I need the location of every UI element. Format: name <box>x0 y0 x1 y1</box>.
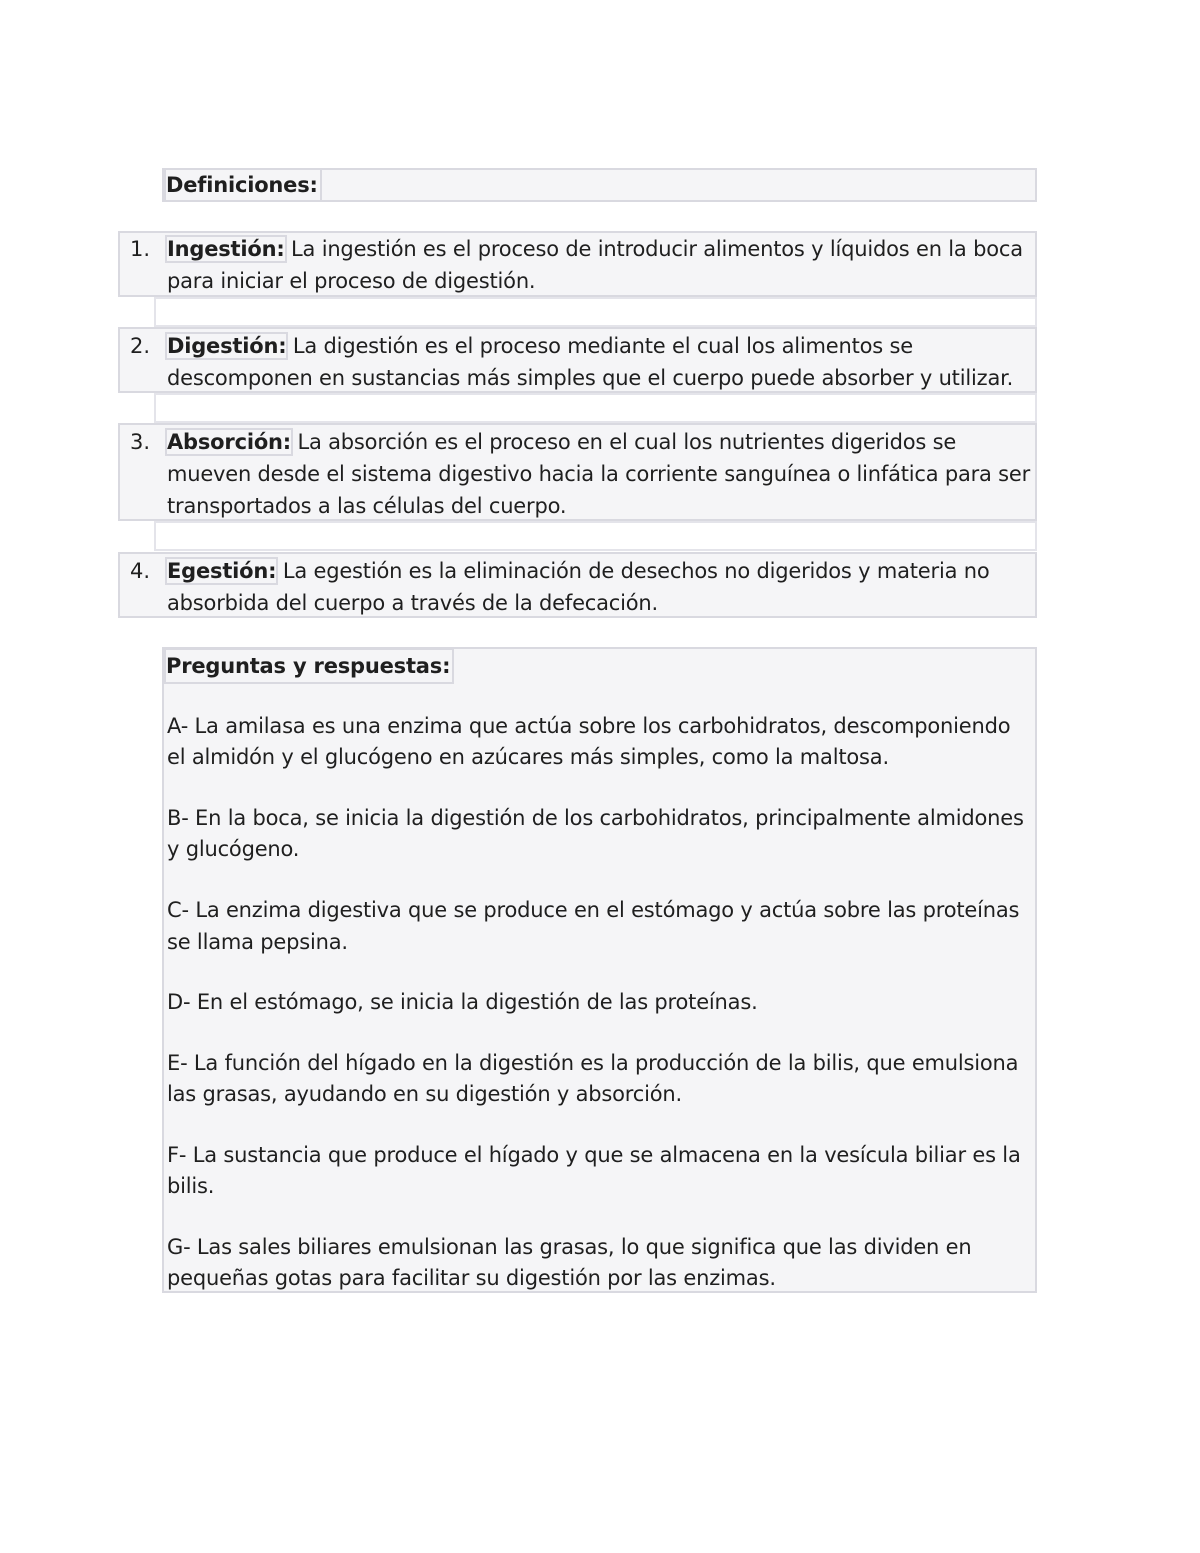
definition-number: 1. <box>129 237 150 261</box>
definition-text <box>167 233 1023 265</box>
definition-term: Egestión: <box>167 559 277 583</box>
qa-answer-line: A- La amilasa es una enzima que actúa sobre los carbohidratos, descomponiendo <box>167 714 1011 738</box>
definition-number: 3. <box>129 430 150 454</box>
qa-answer-line: E- La función del hígado en la digestión es la producción de la bilis, que emulsiona <box>167 1051 1019 1075</box>
qa-answer-line: se llama pepsina. <box>167 930 348 954</box>
definition-line: La ingestión es el proceso de introducir alimentos y líquidos en la boca <box>291 237 1023 261</box>
definition-line: absorbida del cuerpo a través de la defecación. <box>167 591 659 615</box>
qa-answer-line: pequeñas gotas para facilitar su digestión por las enzimas. <box>167 1266 776 1290</box>
definition-line: La digestión es el proceso mediante el cual los alimentos se <box>292 334 913 358</box>
qa-answer-line: C- La enzima digestiva que se produce en el estómago y actúa sobre las proteínas <box>167 898 1020 922</box>
definition-text <box>167 330 913 362</box>
definition-term: Ingestión: <box>167 237 285 261</box>
definition-line: mueven desde el sistema digestivo hacia la corriente sanguínea o linfática para ser <box>167 462 1031 486</box>
definition-line: para iniciar el proceso de digestión. <box>167 269 536 293</box>
definition-spacer <box>154 521 1037 551</box>
definition-line: transportados a las células del cuerpo. <box>167 494 567 518</box>
qa-answer-line: D- En el estómago, se inicia la digestión de las proteínas. <box>167 990 758 1014</box>
qa-heading: Preguntas y respuestas: <box>166 650 452 682</box>
definition-text <box>167 426 956 458</box>
definition-spacer <box>154 297 1037 327</box>
qa-answer-line: G- Las sales biliares emulsionan las grasas, lo que significa que las dividen en <box>167 1235 972 1259</box>
definition-term: Digestión: <box>167 334 287 358</box>
definition-number: 2. <box>129 334 150 358</box>
definition-line: descomponen en sustancias más simples que el cuerpo puede absorber y utilizar. <box>167 366 1014 390</box>
definition-line: La absorción es el proceso en el cual los nutrientes digeridos se <box>297 430 957 454</box>
qa-answer-line: F- La sustancia que produce el hígado y que se almacena en la vesícula biliar es la <box>167 1143 1021 1167</box>
qa-answer-line: B- En la boca, se inicia la digestión de los carbohidratos, principalmente almidones <box>167 806 1024 830</box>
qa-answer-line: las grasas, ayudando en su digestión y absorción. <box>167 1082 682 1106</box>
qa-answer-line: y glucógeno. <box>167 837 300 861</box>
definition-term: Absorción: <box>167 430 291 454</box>
qa-answer-line: bilis. <box>167 1174 215 1198</box>
definition-text <box>167 555 990 587</box>
definition-spacer <box>154 393 1037 423</box>
qa-answer-line: el almidón y el glucógeno en azúcares más simples, como la maltosa. <box>167 745 889 769</box>
definitions-heading: Definiciones: <box>166 170 320 200</box>
definition-line: La egestión es la eliminación de desechos no digeridos y materia no <box>282 559 990 583</box>
definition-number: 4. <box>129 559 150 583</box>
